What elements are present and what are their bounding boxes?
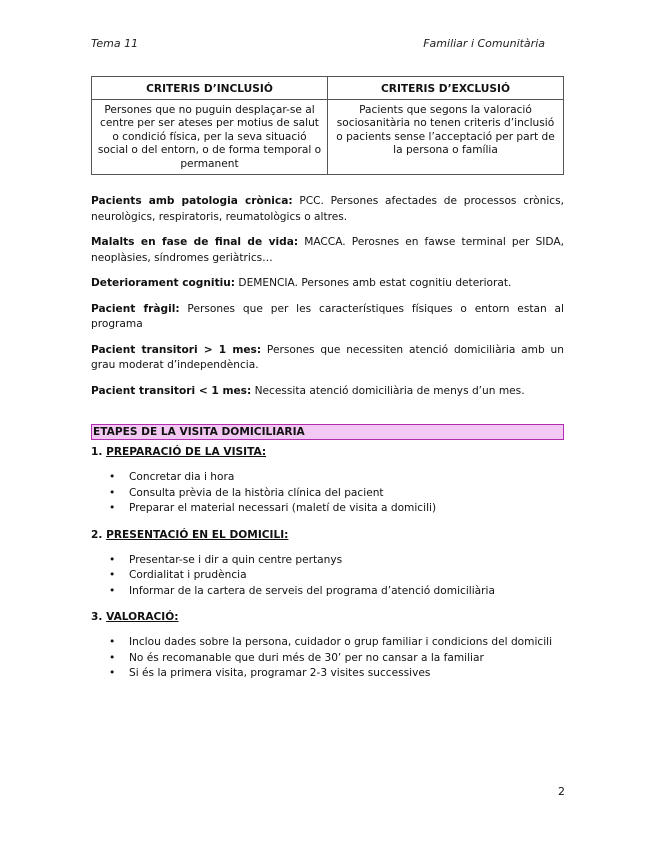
definition-term: Pacient transitori > 1 mes: — [91, 343, 262, 356]
step-heading — [91, 610, 564, 624]
step-title: PREPARACIÓ DE LA VISITA: — [106, 446, 267, 458]
list-item — [91, 486, 564, 502]
list-item — [91, 666, 564, 682]
inclusion-criteria-cell: Persones que no puguin desplaçar-se al centre per ser ateses per motius de salut o condició física, per la seva situació social o del entorn, o de forma temporal o permanent — [92, 100, 328, 175]
definition-paragraph — [91, 194, 564, 225]
definition-paragraph — [91, 235, 564, 266]
list-item — [91, 584, 564, 600]
definition-text: PCC. Persones afectades de processos crònics, neurològics, respiratoris, reumatològics o altres. — [91, 195, 564, 223]
bullet-icon: • — [109, 486, 116, 499]
bullet-icon: • — [109, 502, 116, 514]
definition-term: Pacient fràgil: — [91, 302, 180, 315]
list-item-text: Consulta prèvia de la història clínica del pacient — [129, 486, 384, 499]
step-number: 3. — [91, 611, 103, 623]
list-item-text: Preparar el material necessari (maletí de visita a domicili) — [129, 502, 437, 514]
bullet-icon: • — [109, 553, 116, 566]
list-item-text: No és recomanable que duri més de 30’ per no cansar a la familiar — [129, 651, 484, 664]
patient-definitions — [91, 194, 564, 409]
step-heading — [91, 528, 564, 542]
step-number: 2. — [91, 528, 103, 541]
page-number: 2 — [558, 785, 565, 798]
list-item — [91, 635, 564, 651]
definition-paragraph — [91, 302, 564, 333]
bullet-icon: • — [109, 667, 116, 679]
step-number: 1. — [91, 446, 103, 458]
definition-text: Persones que per les característiques físiques o entorn estan al programa — [91, 302, 564, 330]
definition-text: DEMENCIA. Persones amb estat cognitiu deteriorat. — [235, 277, 512, 289]
section-heading: ETAPES DE LA VISITA DOMICILIARIA — [91, 424, 564, 440]
list-item — [91, 470, 564, 486]
definition-paragraph — [91, 343, 564, 374]
header-right: Familiar i Comunitària — [423, 37, 545, 50]
definition-term: Malalts en fase de final de vida: — [91, 236, 299, 248]
bullet-icon: • — [109, 584, 116, 597]
step-title: VALORACIÓ: — [106, 611, 179, 623]
inclusion-header: CRITERIS D’INCLUSIÓ — [92, 77, 328, 100]
step-heading — [91, 445, 564, 459]
header-left: Tema 11 — [91, 37, 139, 50]
list-item — [91, 553, 564, 569]
list-item-text: Presentar-se i dir a quin centre pertanys — [129, 553, 343, 566]
bullet-icon: • — [109, 636, 116, 648]
list-item — [91, 651, 564, 667]
step-list — [91, 470, 564, 517]
definition-term: Pacient transitori < 1 mes: — [91, 384, 252, 397]
definition-text: Persones que necessiten atenció domiciliària amb un grau moderat d’independència. — [91, 343, 564, 371]
bullet-icon: • — [109, 569, 116, 581]
definition-term: Deteriorament cognitiu: — [91, 277, 236, 289]
exclusion-criteria-cell: Pacients que segons la valoració sociosanitària no tenen criteris d’inclusió o pacients sense l’acceptació per part de la persona o família — [328, 100, 564, 175]
list-item-text: Si és la primera visita, programar 2-3 visites successives — [129, 667, 431, 679]
criteria-table — [91, 76, 564, 175]
list-item-text: Informar de la cartera de serveis del programa d’atenció domiciliària — [129, 584, 495, 597]
definition-text: MACCA. Perosnes en fawse terminal per SIDA, neoplàsies, síndromes geriàtrics… — [91, 236, 565, 264]
step-list — [91, 635, 564, 682]
definition-term: Pacients amb patologia crònica: — [91, 195, 293, 207]
definition-paragraph — [91, 384, 564, 400]
definition-paragraph — [91, 276, 564, 292]
list-item-text: Concretar dia i hora — [129, 471, 235, 483]
step-list — [91, 553, 564, 600]
list-item — [91, 568, 564, 584]
step-title: PRESENTACIÓ EN EL DOMICILI: — [106, 528, 289, 541]
list-item — [91, 501, 564, 517]
bullet-icon: • — [109, 471, 116, 483]
list-item-text: Cordialitat i prudència — [129, 569, 247, 581]
visit-stages — [91, 445, 564, 693]
bullet-icon: • — [109, 651, 116, 664]
definition-text: Necessita atenció domiciliària de menys d’un mes. — [251, 384, 525, 397]
list-item-text: Inclou dades sobre la persona, cuidador o grup familiar i condicions del domicili — [129, 636, 553, 648]
exclusion-header: CRITERIS D’EXCLUSIÓ — [328, 77, 564, 100]
